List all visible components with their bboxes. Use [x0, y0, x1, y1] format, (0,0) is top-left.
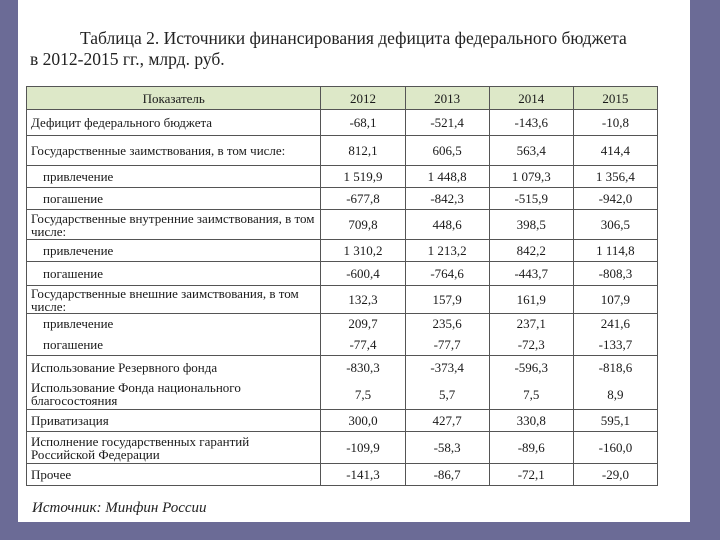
- row-value: -842,3: [405, 188, 489, 210]
- row-label: привлечение: [27, 240, 321, 262]
- row-value: -808,3: [573, 262, 657, 286]
- row-value: 563,4: [489, 136, 573, 166]
- row-value: -29,0: [573, 464, 657, 486]
- row-value: -373,4: [405, 356, 489, 380]
- row-value: -58,3: [405, 432, 489, 464]
- row-value: -68,1: [321, 110, 405, 136]
- row-value: 427,7: [405, 410, 489, 432]
- row-value: 8,9: [573, 380, 657, 410]
- row-value: -141,3: [321, 464, 405, 486]
- row-value: 161,9: [489, 286, 573, 314]
- title-line-1: Таблица 2. Источники финансирования дефицита федерального бюджета: [80, 28, 627, 48]
- row-value: 241,6: [573, 314, 657, 334]
- row-label: привлечение: [27, 166, 321, 188]
- row-value: 709,8: [321, 210, 405, 240]
- row-value: -160,0: [573, 432, 657, 464]
- table-row: [27, 356, 658, 380]
- row-value: -72,1: [489, 464, 573, 486]
- row-value: 209,7: [321, 314, 405, 334]
- row-value: 7,5: [321, 380, 405, 410]
- row-label: Дефицит федерального бюджета: [27, 110, 321, 136]
- row-value: -764,6: [405, 262, 489, 286]
- row-value: -77,4: [321, 334, 405, 356]
- row-label: Государственные внутренние заимствования, в том числе:: [27, 210, 321, 240]
- row-value: 1 114,8: [573, 240, 657, 262]
- row-value: 300,0: [321, 410, 405, 432]
- table-row: [27, 240, 658, 262]
- row-value: 306,5: [573, 210, 657, 240]
- table-row: [27, 188, 658, 210]
- row-value: 448,6: [405, 210, 489, 240]
- row-value: -818,6: [573, 356, 657, 380]
- table-row: [27, 166, 658, 188]
- table-row: [27, 432, 658, 464]
- row-label: погашение: [27, 334, 321, 356]
- row-label: Приватизация: [27, 410, 321, 432]
- row-value: 842,2: [489, 240, 573, 262]
- row-label: погашение: [27, 188, 321, 210]
- row-value: -596,3: [489, 356, 573, 380]
- row-value: 5,7: [405, 380, 489, 410]
- deficit-financing-table: [26, 86, 658, 486]
- row-value: -133,7: [573, 334, 657, 356]
- row-value: -677,8: [321, 188, 405, 210]
- row-value: 107,9: [573, 286, 657, 314]
- row-label: Использование Резервного фонда: [27, 356, 321, 380]
- row-value: 812,1: [321, 136, 405, 166]
- row-value: -143,6: [489, 110, 573, 136]
- row-value: -515,9: [489, 188, 573, 210]
- slide: [18, 0, 690, 522]
- row-value: -521,4: [405, 110, 489, 136]
- row-value: -86,7: [405, 464, 489, 486]
- header-indicator: Показатель: [27, 87, 321, 110]
- header-year-2012: 2012: [321, 87, 405, 110]
- table-row: [27, 262, 658, 286]
- slide-title: [30, 28, 680, 70]
- row-value: 1 448,8: [405, 166, 489, 188]
- row-value: 1 519,9: [321, 166, 405, 188]
- header-year-2015: 2015: [573, 87, 657, 110]
- table-row: [27, 314, 658, 334]
- row-value: 1 079,3: [489, 166, 573, 188]
- row-label: Исполнение государственных гарантий Российской Федерации: [27, 432, 321, 464]
- row-label: погашение: [27, 262, 321, 286]
- row-value: 595,1: [573, 410, 657, 432]
- row-value: 1 213,2: [405, 240, 489, 262]
- row-value: -109,9: [321, 432, 405, 464]
- row-value: 398,5: [489, 210, 573, 240]
- row-label: Государственные заимствования, в том числе:: [27, 136, 321, 166]
- row-value: -89,6: [489, 432, 573, 464]
- row-value: 414,4: [573, 136, 657, 166]
- table-row: [27, 286, 658, 314]
- table-row: [27, 380, 658, 410]
- row-value: 157,9: [405, 286, 489, 314]
- row-value: 1 310,2: [321, 240, 405, 262]
- row-label: Прочее: [27, 464, 321, 486]
- row-label: Государственные внешние заимствования, в том числе:: [27, 286, 321, 314]
- title-line-2: в 2012-2015 гг., млрд. руб.: [30, 49, 225, 69]
- row-label: привлечение: [27, 314, 321, 334]
- row-value: 606,5: [405, 136, 489, 166]
- row-value: -600,4: [321, 262, 405, 286]
- table-header-row: [27, 87, 658, 110]
- header-year-2014: 2014: [489, 87, 573, 110]
- row-label: Использование Фонда национального благосостояния: [27, 380, 321, 410]
- row-value: 7,5: [489, 380, 573, 410]
- row-value: -443,7: [489, 262, 573, 286]
- table-row: [27, 464, 658, 486]
- table-row: [27, 136, 658, 166]
- row-value: 1 356,4: [573, 166, 657, 188]
- table-row: [27, 210, 658, 240]
- row-value: 330,8: [489, 410, 573, 432]
- row-value: 235,6: [405, 314, 489, 334]
- row-value: 237,1: [489, 314, 573, 334]
- row-value: -830,3: [321, 356, 405, 380]
- row-value: -942,0: [573, 188, 657, 210]
- row-value: -77,7: [405, 334, 489, 356]
- header-year-2013: 2013: [405, 87, 489, 110]
- table-row: [27, 110, 658, 136]
- table-row: [27, 334, 658, 356]
- row-value: -10,8: [573, 110, 657, 136]
- source-note: Источник: Минфин России: [32, 500, 207, 516]
- table-body: [27, 110, 658, 486]
- row-value: 132,3: [321, 286, 405, 314]
- row-value: -72,3: [489, 334, 573, 356]
- table-row: [27, 410, 658, 432]
